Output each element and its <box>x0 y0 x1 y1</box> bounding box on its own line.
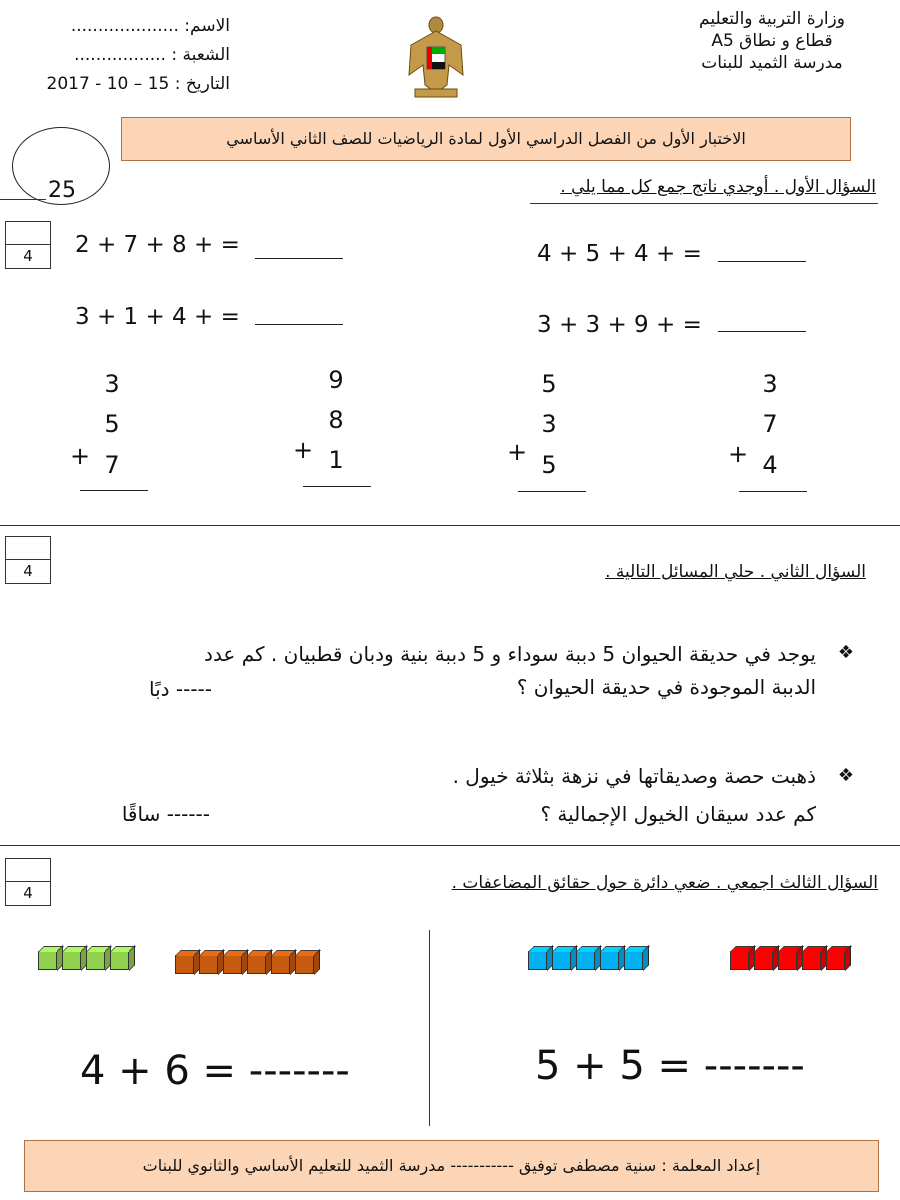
problem-2-line-1: ذهبت حصة وصديقاتها في نزهة بثلاثة خيول . <box>452 764 816 788</box>
col1-num-2: 5 <box>104 410 120 438</box>
red-cubes <box>730 946 850 974</box>
blue-cube <box>600 951 619 970</box>
blue-cube <box>624 951 643 970</box>
problem-2-answer[interactable]: ------ ساقًا <box>121 802 210 826</box>
total-score: 25 <box>48 178 76 203</box>
equation-2: 3 + 1 + 4 + = <box>75 304 240 330</box>
col3-answer-line[interactable] <box>518 491 586 492</box>
brown-cube <box>175 955 194 974</box>
right-double-equation: 5 + 5 = ------- <box>535 1043 805 1089</box>
problem-1-answer[interactable]: ----- دبًا <box>148 677 212 701</box>
red-cube <box>826 951 845 970</box>
q2-heading: السؤال الثاني . حلي المسائل التالية . <box>605 562 866 582</box>
col2-num-1: 9 <box>328 366 344 394</box>
exam-title: الاختبار الأول من الفصل الدراسي الأول لمادة الرياضيات للصف الثاني الأساسي <box>121 117 851 161</box>
school-name: مدرسة الثميد للبنات <box>701 53 843 73</box>
col1-num-1: 3 <box>104 370 120 398</box>
equation-3: 4 + 5 + 4 + = <box>537 241 702 267</box>
col2-num-2: 8 <box>328 406 344 434</box>
red-cube <box>730 951 749 970</box>
blue-cubes <box>528 946 648 974</box>
blue-cube <box>528 951 547 970</box>
answer-line-1[interactable] <box>255 258 343 259</box>
col1-plus: + <box>70 442 91 470</box>
equation-1: 2 + 7 + 8 + = <box>75 232 240 258</box>
green-cubes <box>38 946 134 974</box>
name-field: الاسم: .................... <box>70 16 230 36</box>
green-cube <box>38 951 57 970</box>
q3-heading: السؤال الثالث اجمعي . ضعي دائرة حول حقائق المضاعفات . <box>451 873 878 893</box>
red-cube <box>778 951 797 970</box>
brown-cube <box>223 955 242 974</box>
col4-num-1: 3 <box>762 370 778 398</box>
col2-num-3: 1 <box>328 446 344 474</box>
col4-plus: + <box>728 440 749 468</box>
col2-plus: + <box>293 436 314 464</box>
divider-q2-q3 <box>0 845 900 846</box>
green-cube <box>86 951 105 970</box>
section-field: الشعبة : ................. <box>74 45 230 65</box>
brown-cube <box>295 955 314 974</box>
col3-num-1: 5 <box>541 370 557 398</box>
ministry-block <box>672 8 872 74</box>
blue-cube <box>552 951 571 970</box>
blue-cube <box>576 951 595 970</box>
student-info <box>47 12 230 99</box>
col1-num-3: 7 <box>104 451 120 479</box>
col2-answer-line[interactable] <box>303 486 371 487</box>
problem-1-line-1: يوجد في حديقة الحيوان 5 دببة سوداء و 5 دببة بنية ودبان قطبيان . كم عدد <box>204 642 816 666</box>
green-cube <box>110 951 129 970</box>
uae-emblem <box>405 15 467 99</box>
col3-plus: + <box>507 438 528 466</box>
q2-score: 4 <box>23 562 33 580</box>
q3-score-box <box>5 858 51 906</box>
q1-heading: السؤال الأول . أوجدي ناتج جمع كل مما يلي . <box>560 177 876 197</box>
brown-cubes <box>175 950 319 978</box>
q1-score: 4 <box>23 247 33 265</box>
sector-name: قطاع و نطاق A5 <box>711 31 833 51</box>
col4-num-3: 4 <box>762 451 778 479</box>
problem-1-line-2: الدببة الموجودة في حديقة الحيوان ؟ <box>516 675 816 699</box>
col4-answer-line[interactable] <box>739 491 807 492</box>
q2-bullet-2: ❖ <box>837 765 854 786</box>
divider-q1-q2 <box>0 525 900 526</box>
divider-top <box>0 199 46 200</box>
q1-score-box <box>5 221 51 269</box>
col3-num-2: 3 <box>541 410 557 438</box>
red-cube <box>802 951 821 970</box>
col3-num-3: 5 <box>541 451 557 479</box>
date-field: التاريخ : 15 – 10 - 2017 <box>46 74 230 94</box>
q2-bullet-1: ❖ <box>837 642 854 663</box>
vertical-divider <box>429 930 430 1126</box>
answer-line-4[interactable] <box>718 331 806 332</box>
q2-score-box <box>5 536 51 584</box>
q3-score: 4 <box>23 884 33 902</box>
problem-2-line-2: كم عدد سيقان الخيول الإجمالية ؟ <box>540 802 816 826</box>
red-cube <box>754 951 773 970</box>
col4-num-2: 7 <box>762 410 778 438</box>
brown-cube <box>271 955 290 974</box>
brown-cube <box>247 955 266 974</box>
q1-underline <box>530 203 878 204</box>
footer: إعداد المعلمة : سنية مصطفى توفيق ----------- مدرسة الثميد للتعليم الأساسي والثانوي للبنات <box>24 1140 879 1192</box>
green-cube <box>62 951 81 970</box>
brown-cube <box>199 955 218 974</box>
ministry-name: وزارة التربية والتعليم <box>699 9 845 29</box>
answer-line-3[interactable] <box>718 261 806 262</box>
left-double-equation: 4 + 6 = ------- <box>80 1048 350 1094</box>
answer-line-2[interactable] <box>255 324 343 325</box>
equation-4: 3 + 3 + 9 + = <box>537 312 702 338</box>
col1-answer-line[interactable] <box>80 490 148 491</box>
